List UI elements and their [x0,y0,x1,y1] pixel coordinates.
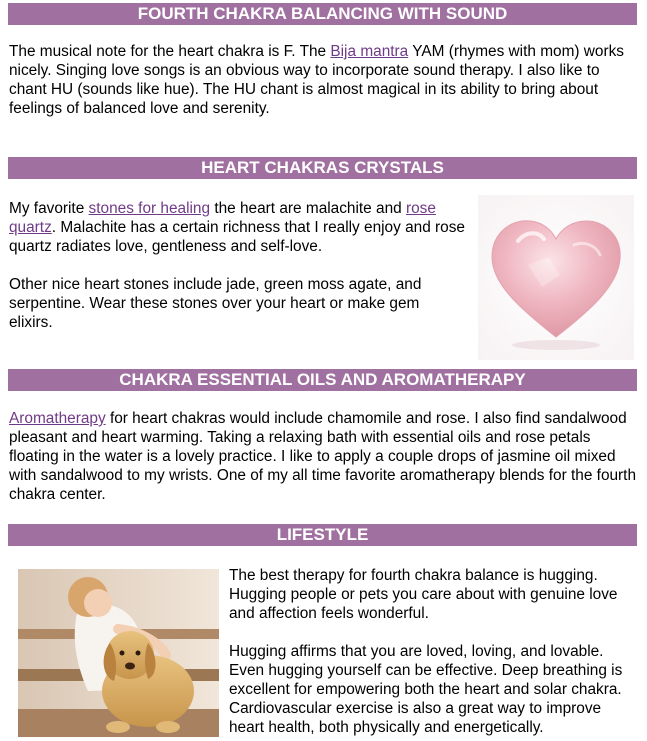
section-heading-lifestyle: LIFESTYLE [8,524,637,546]
rose-quartz-link[interactable]: rose quartz [9,200,436,236]
crystals-paragraph-2: Other nice heart stones include jade, green moss agate, and serpentine. Wear these stones over your heart or make gem elixirs. [9,276,422,331]
section-heading-sound: FOURTH CHAKRA BALANCING WITH SOUND [8,3,637,25]
section-heading-crystals: HEART CHAKRAS CRYSTALS [8,157,637,179]
sound-paragraph: The musical note for the heart chakra is F. The Bija mantra YAM (rhymes with mom) works nicely. Singing love songs is an obvious way to incorporate sound therapy. I also like to chant HU (sounds like hue). The HU chant is almost magical in its ability to bring about feelings of balanced love and serenity. [9,43,624,117]
bija-mantra-link[interactable]: Bija mantra [330,43,409,60]
rose-quartz-heart-image [478,195,634,360]
child-hugging-puppy-image [18,569,219,737]
aromatherapy-link[interactable]: Aromatherapy [9,410,106,427]
crystals-paragraph-1: My favorite stones for healing the heart are malachite and rose quartz. Malachite has a certain richness that I really enjoy and rose quartz radiates love, gentleness and self-love. [9,200,465,255]
lifestyle-paragraph-1: The best therapy for fourth chakra balance is hugging. Hugging people or pets you care about with genuine love and affection feels wonderful. [229,567,618,622]
lifestyle-paragraph-2: Hugging affirms that you are loved, loving, and lovable. Even hugging yourself can be effective. Deep breathing is excellent for empowering both the heart and solar chakra. Cardiovascular exercise is also a great way to improve heart health, both physically and energetically. [229,643,623,736]
section-heading-oils: CHAKRA ESSENTIAL OILS AND AROMATHERAPY [8,369,637,391]
stones-for-healing-link[interactable]: stones for healing [88,200,211,217]
oils-paragraph: Aromatherapy for heart chakras would include chamomile and rose. I also find sandalwood pleasant and heart warming. Taking a relaxing bath with essential oils and rose petals floating in the water is a lovely practice. I like to apply a couple drops of jasmine oil mixed with sandalwood to my wrists. One of my all time favorite aromatherapy blends for the fourth chakra center. [9,410,637,503]
